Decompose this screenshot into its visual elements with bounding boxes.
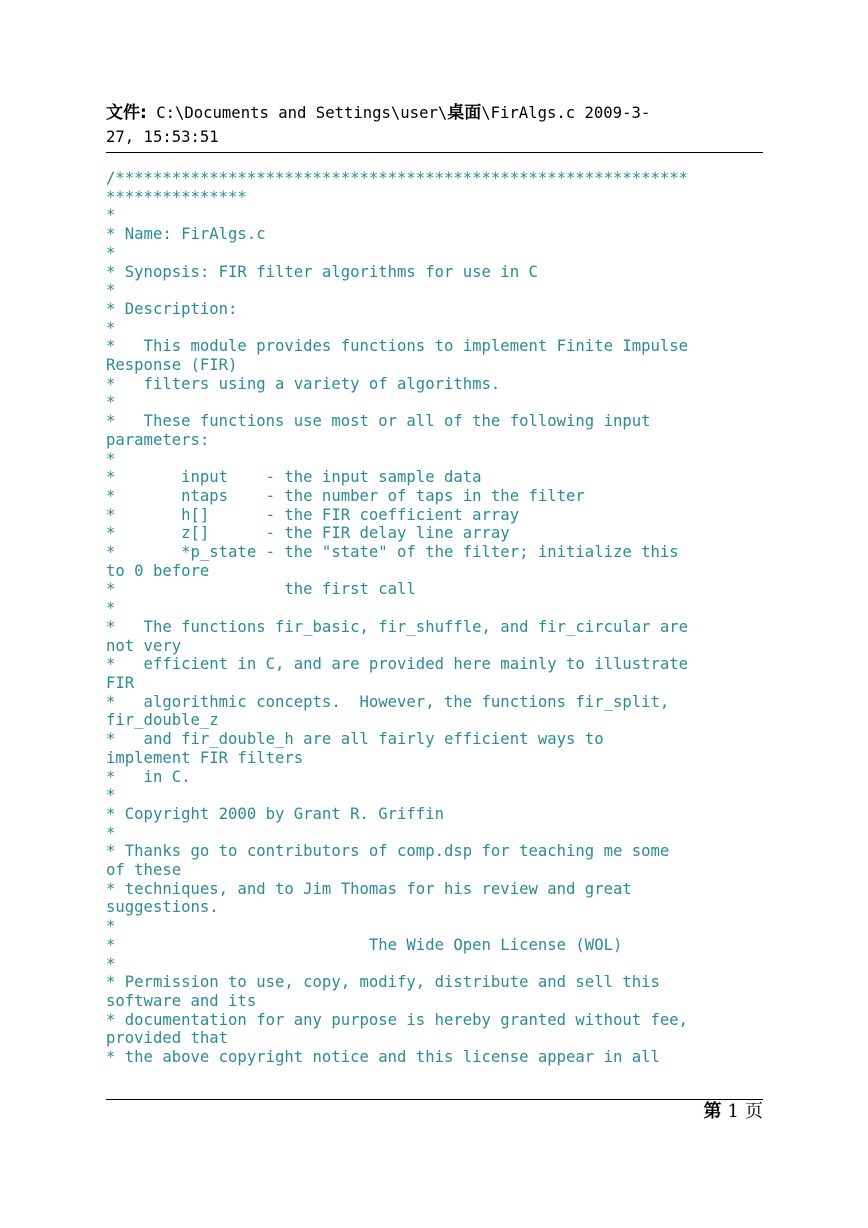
code-line: Response (FIR) xyxy=(106,356,238,375)
code-line: * xyxy=(106,243,116,262)
page-suffix: 页 xyxy=(745,1101,763,1122)
code-line: parameters: xyxy=(106,430,210,449)
code-line: * xyxy=(106,281,116,300)
code-line: * input - the input sample data xyxy=(106,468,482,487)
footer-divider xyxy=(106,1099,763,1100)
code-line: * in C. xyxy=(106,767,191,786)
code-line: * The Wide Open License (WOL) xyxy=(106,935,623,954)
code-line: * Name: FirAlgs.c xyxy=(106,225,266,244)
code-line: fir_double_z xyxy=(106,711,219,730)
page-footer xyxy=(704,1099,763,1125)
header-divider xyxy=(106,152,763,153)
code-line: * xyxy=(106,786,116,805)
code-line: to 0 before xyxy=(106,561,210,580)
code-line: not very xyxy=(106,636,182,655)
code-line: * and fir_double_h are all fairly efficient ways to xyxy=(106,730,604,749)
code-line: * xyxy=(106,206,116,225)
code-line: * xyxy=(106,599,116,618)
code-line: /************************************************************* xyxy=(106,169,689,187)
code-line: * This module provides functions to implement Finite Impulse xyxy=(106,337,689,356)
code-line: software and its xyxy=(106,991,257,1010)
file-label: 文件: xyxy=(106,103,147,123)
code-line: * *p_state - the "state" of the filter; initialize this xyxy=(106,543,679,562)
file-path-suffix: \FirAlgs.c 2009-3- xyxy=(481,104,651,122)
code-line: * techniques, and to Jim Thomas for his review and great xyxy=(106,879,632,898)
code-line: FIR xyxy=(106,673,135,692)
code-line: * h[] - the FIR coefficient array xyxy=(106,505,520,524)
page-number: 1 xyxy=(727,1101,739,1122)
code-line: * Permission to use, copy, modify, distribute and sell this xyxy=(106,973,660,992)
code-line: provided that xyxy=(106,1029,229,1048)
code-line: * The functions fir_basic, fir_shuffle, and fir_circular are xyxy=(106,617,689,636)
file-path-desktop: 桌面 xyxy=(447,103,482,123)
file-header xyxy=(106,101,766,149)
code-line: * ntaps - the number of taps in the filter xyxy=(106,486,585,505)
code-line: * xyxy=(106,917,116,936)
code-line: * These functions use most or all of the following input xyxy=(106,412,651,431)
code-line: * the first call xyxy=(106,580,416,599)
code-line: of these xyxy=(106,861,182,880)
code-line: * efficient in C, and are provided here mainly to illustrate xyxy=(106,655,689,674)
code-line: * xyxy=(106,318,116,337)
code-line: * Thanks go to contributors of comp.dsp for teaching me some xyxy=(106,842,670,861)
code-line: * algorithmic concepts. However, the functions fir_split, xyxy=(106,692,670,711)
file-path-prefix: C:\Documents and Settings\user\ xyxy=(156,104,448,122)
code-line: * Synopsis: FIR filter algorithms for use in C xyxy=(106,262,538,281)
code-line: suggestions. xyxy=(106,898,219,917)
code-line: *************** xyxy=(106,187,247,206)
code-line: * xyxy=(106,954,116,973)
page-prefix: 第 xyxy=(703,1101,722,1122)
code-line: * Description: xyxy=(106,299,238,318)
code-line: implement FIR filters xyxy=(106,748,304,767)
source-code-block xyxy=(106,169,766,1067)
file-timestamp: 27, 15:53:51 xyxy=(106,128,219,146)
code-line: * documentation for any purpose is hereby granted without fee, xyxy=(106,1010,689,1029)
code-line: * xyxy=(106,393,116,412)
code-line: * xyxy=(106,823,116,842)
code-line: * z[] - the FIR delay line array xyxy=(106,524,510,543)
code-line: * filters using a variety of algorithms. xyxy=(106,374,501,393)
code-line: * the above copyright notice and this license appear in all xyxy=(106,1048,660,1067)
code-line: * Copyright 2000 by Grant R. Griffin xyxy=(106,804,444,823)
code-line: * xyxy=(106,449,116,468)
